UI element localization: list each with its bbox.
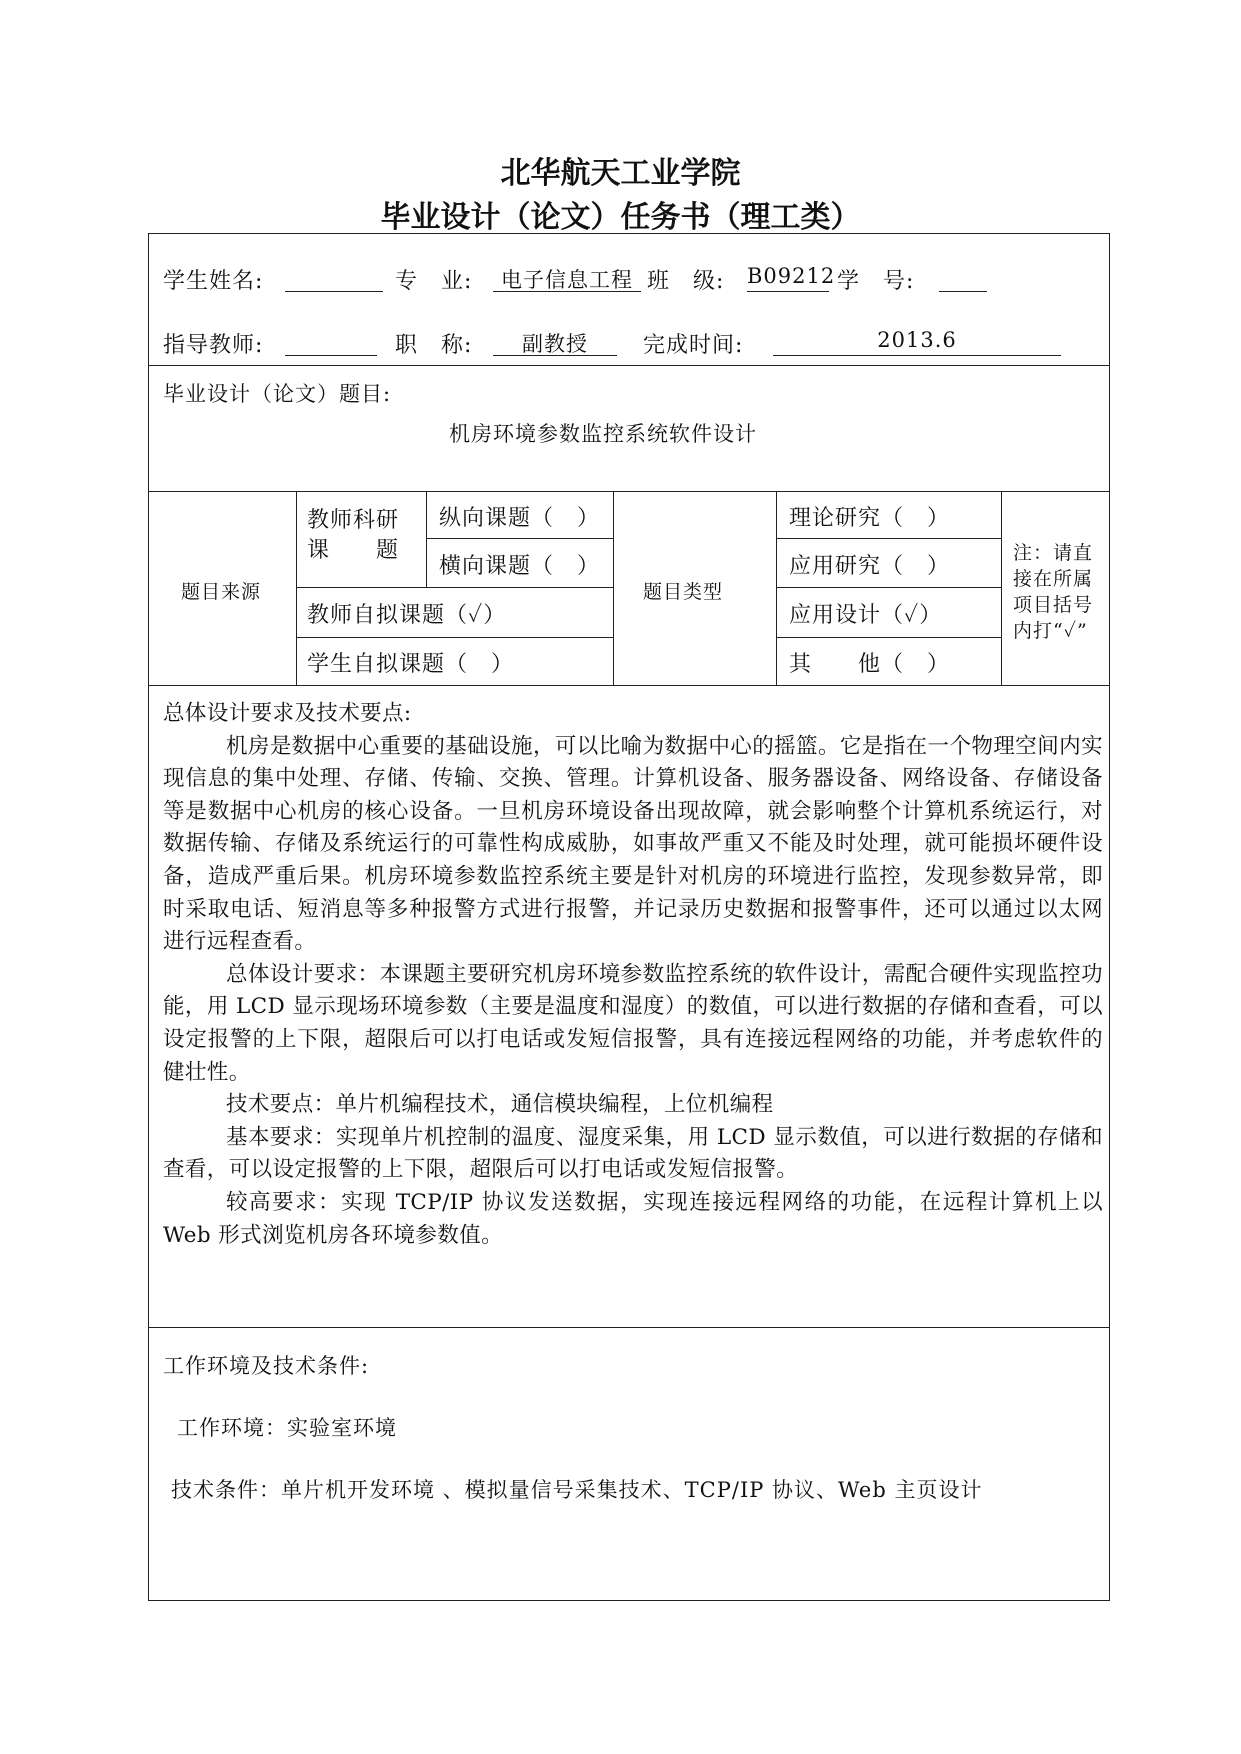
student-name-field[interactable]	[285, 264, 383, 292]
type-label: 题目类型	[643, 581, 724, 603]
grid-line	[776, 587, 1001, 588]
requirements-paragraph: 较高要求：实现 TCP/IP 协议发送数据，实现连接远程网络的功能，在远程计算机上以 Web 形式浏览机房各环境参数值。	[163, 1189, 1103, 1248]
school-name: 北华航天工业学院	[500, 156, 741, 191]
topic-value: 机房环境参数监控系统软件设计	[449, 422, 757, 446]
option-applied-research[interactable]: 应用研究（ ）	[789, 554, 951, 579]
environment-label: 工作环境及技术条件:	[163, 1354, 370, 1378]
type-note: 注：请直接在所属项目括号内打“✓”	[1013, 542, 1094, 642]
completion-time-label: 完成时间:	[643, 333, 744, 358]
rank-field[interactable]: 副教授	[493, 328, 617, 356]
requirements-section	[163, 698, 1103, 1252]
document-title: 毕业设计（论文）任务书（理工类）	[380, 200, 861, 235]
teacher-research-label: 教师科研 课 题	[307, 508, 400, 563]
option-theory[interactable]: 理论研究（ ）	[789, 506, 951, 531]
student-name-label: 学生姓名:	[163, 269, 264, 294]
requirements-paragraph: 总体设计要求：本课题主要研究机房环境参数监控系统的软件设计，需配合硬件实现监控功能，用 LCD 显示现场环境参数（主要是温度和湿度）的数值，可以进行数据的存储和查看，可以设定报警的上下限，超限后可以打电话或发短信报警，具有连接远程网络的功能，并考虑软件的健壮性。	[163, 961, 1103, 1085]
grid-line	[1001, 491, 1002, 685]
source-label: 题目来源	[181, 581, 262, 603]
class-label: 班 级:	[647, 269, 725, 294]
grid-line	[776, 538, 1001, 539]
requirements-paragraph: 技术要点：单片机编程技术，通信模块编程，上位机编程	[226, 1092, 774, 1118]
grid-line	[426, 491, 427, 587]
advisor-field[interactable]	[285, 328, 377, 356]
rank-label: 职 称:	[395, 333, 473, 358]
work-environment: 工作环境：实验室环境	[177, 1416, 397, 1440]
advisor-label: 指导教师:	[163, 333, 264, 358]
student-id-field[interactable]	[939, 264, 987, 292]
grid-line	[296, 491, 297, 685]
grid-line	[776, 637, 1001, 638]
major-label: 专 业:	[395, 269, 473, 294]
grid-line	[426, 538, 613, 539]
requirements-paragraph: 机房是数据中心重要的基础设施，可以比喻为数据中心的摇篮。它是指在一个物理空间内实现信息的集中处理、存储、传输、交换、管理。计算机设备、服务器设备、网络设备、存储设备等是数据中心机房的核心设备。一旦机房环境设备出现故障，就会影响整个计算机系统运行，对数据传输、存储及系统运行的可靠性构成威胁，如事故严重又不能及时处理，就可能损坏硬件设备，造成严重后果。机房环境参数监控系统主要是针对机房的环境进行监控，发现参数异常，即时采取电话、短消息等多种报警方式进行报警，并记录历史数据和报警事件，还可以通过以太网进行远程查看。	[163, 733, 1103, 955]
grid-line	[296, 587, 613, 588]
topic-label: 毕业设计（论文）题目:	[163, 382, 392, 406]
tech-conditions: 技术条件：单片机开发环境 、模拟量信号采集技术、TCP/IP 协议、Web 主页设计	[171, 1478, 983, 1502]
option-student-self[interactable]: 学生自拟课题（ ）	[307, 652, 515, 677]
grid-line	[613, 491, 614, 685]
grid-line	[296, 637, 613, 638]
requirements-label: 总体设计要求及技术要点:	[163, 701, 412, 726]
option-horizontal[interactable]: 横向课题（ ）	[439, 554, 601, 579]
divider	[149, 365, 1109, 366]
class-field[interactable]: B09212	[747, 264, 829, 292]
option-other[interactable]: 其 他（ ）	[789, 652, 951, 677]
student-id-label: 学 号:	[837, 269, 915, 294]
option-vertical[interactable]: 纵向课题（ ）	[439, 506, 601, 531]
divider	[149, 1327, 1109, 1328]
requirements-paragraph: 基本要求：实现单片机控制的温度、湿度采集，用 LCD 显示数值，可以进行数据的存储和查看，可以设定报警的上下限，超限后可以打电话或发短信报警。	[163, 1124, 1103, 1183]
grid-line	[776, 491, 777, 685]
option-teacher-self[interactable]: 教师自拟课题（✓）	[307, 603, 507, 628]
option-applied-design[interactable]: 应用设计（✓）	[789, 603, 943, 628]
task-form	[148, 233, 1110, 1601]
divider	[149, 491, 1109, 492]
completion-time-field[interactable]: 2013.6	[773, 328, 1061, 356]
major-field[interactable]: 电子信息工程	[493, 264, 641, 292]
divider	[149, 685, 1109, 686]
